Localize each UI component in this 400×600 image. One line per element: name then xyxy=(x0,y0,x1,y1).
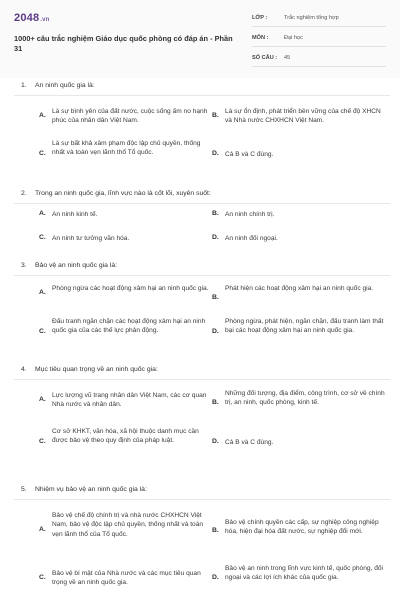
option-text: Bảo vệ chế độ chính trị và nhà nước CHXHCN Việt Nam, bảo vệ độc lập chủ quyền, thống nhất và toàn vẹn lãnh thổ của Tổ quốc. xyxy=(52,512,204,538)
meta-label: LỚP : xyxy=(252,15,268,21)
option-letter: A. xyxy=(39,112,46,119)
meta-value: Trắc nghiệm tổng hợp xyxy=(284,15,339,21)
option-letter: A. xyxy=(39,526,46,533)
option-letter: B. xyxy=(212,112,219,119)
option-letter: A. xyxy=(39,289,46,296)
option-text: Bảo vệ an ninh trong lĩnh vực kinh tế, quốc phòng, đối ngoại và các lợi ích khác của quốc gia. xyxy=(225,565,384,582)
document-meta xyxy=(252,13,386,73)
question-text: Bảo vệ an ninh quốc gia là: xyxy=(35,262,118,269)
option-text: Đấu tranh ngăn chặn các hoạt động xâm hại an ninh quốc gia của các thế lực phản động. xyxy=(52,318,206,335)
question-stem xyxy=(21,486,147,493)
meta-row-question-count xyxy=(252,53,386,67)
option-text: Phòng ngừa các hoạt động xâm hại an ninh quốc gia. xyxy=(52,285,209,292)
option-letter: C. xyxy=(39,328,46,335)
question-number: 4. xyxy=(21,366,27,373)
option-letter: A. xyxy=(39,396,46,403)
question-stem xyxy=(21,190,211,197)
option-text: An ninh chính trị. xyxy=(225,211,275,218)
meta-label: SỐ CÂU : xyxy=(252,55,278,61)
meta-label: MÔN : xyxy=(252,35,269,41)
divider xyxy=(14,203,390,204)
divider xyxy=(14,275,390,276)
option-text: Phòng ngừa, phát hiện, ngăn chặn, đấu tranh làm thất bại các hoạt động xâm hại an ninh quốc gia. xyxy=(225,318,384,335)
logo-main-text: 2048 xyxy=(14,12,40,24)
option-text: Những đối tượng, địa điểm, công trình, cơ sở về chính trị, an ninh, quốc phòng, kinh tế. xyxy=(225,390,385,407)
document-title: 1000+ câu trắc nghiệm Giáo dục quốc phòng có đáp án - Phần 31 xyxy=(14,34,233,53)
option-letter: B. xyxy=(212,399,219,406)
option-text: Lực lượng vũ trang nhân dân Việt Nam, các cơ quan Nhà nước và nhân dân. xyxy=(52,392,207,409)
option-text: Cả B và C đúng. xyxy=(225,439,274,446)
site-logo[interactable] xyxy=(14,12,50,24)
meta-row-subject xyxy=(252,33,386,47)
question-number: 5. xyxy=(21,486,27,493)
option-letter: C. xyxy=(39,438,46,445)
meta-value: Đại học xyxy=(284,35,303,41)
question-text: Nhiệm vụ bảo vệ an ninh quốc gia là: xyxy=(35,486,147,493)
question-stem xyxy=(21,366,158,373)
question-number: 2. xyxy=(21,190,27,197)
option-text: An ninh tư tưởng văn hóa. xyxy=(52,235,130,242)
option-text: An ninh đối ngoại. xyxy=(225,235,278,242)
option-letter: D. xyxy=(212,328,219,335)
question-stem xyxy=(21,82,95,89)
option-letter: C. xyxy=(39,150,46,157)
question-text: Trong an ninh quốc gia, lĩnh vực nào là cốt lõi, xuyên suốt: xyxy=(35,190,211,197)
divider xyxy=(14,379,390,380)
question-number: 1. xyxy=(21,82,27,89)
divider xyxy=(14,95,390,96)
option-text: Là sự bất khả xâm phạm độc lập chủ quyền, thống nhất và toàn vẹn lãnh thổ Tổ quốc. xyxy=(52,140,201,157)
option-text: An ninh kinh tế. xyxy=(52,211,98,218)
option-text: Bảo vệ bí mật của Nhà nước và các mục tiêu quan trọng về an ninh quốc gia. xyxy=(52,570,201,587)
question-text: An ninh quốc gia là: xyxy=(35,82,95,89)
meta-row-class xyxy=(252,13,386,27)
question-number: 3. xyxy=(21,262,27,269)
option-letter: C. xyxy=(39,574,46,581)
meta-value: 45 xyxy=(284,55,291,61)
option-text: Là sự ổn định, phát triển bền vững của chế độ XHCN và Nhà nước CHXHCN Việt Nam. xyxy=(225,108,381,125)
option-text: Bảo vệ chính quyền các cấp, sự nghiệp công nghiệp hóa, hiện đại hóa đất nước, sự nghiệp đổi mới. xyxy=(225,519,379,536)
document-header xyxy=(0,0,400,78)
option-letter: B. xyxy=(212,210,219,217)
option-letter: C. xyxy=(39,234,46,241)
option-text: Phát hiện các hoạt động xâm hại an ninh quốc gia. xyxy=(225,285,374,292)
option-text: Cả B và C đúng. xyxy=(225,151,274,158)
option-letter: B. xyxy=(212,294,219,301)
option-letter: D. xyxy=(212,438,219,445)
logo-suffix-text: .vn xyxy=(40,17,50,23)
option-letter: B. xyxy=(212,527,219,534)
option-letter: D. xyxy=(212,574,219,581)
question-stem xyxy=(21,262,117,269)
option-text: Là sự bình yên của đất nước, cuộc sống ấm no hạnh phúc của nhân dân Việt Nam. xyxy=(52,108,208,125)
option-text: Cơ sở KHKT, văn hóa, xã hội thuộc danh mục cần được bảo vệ theo quy định của pháp luật. xyxy=(52,428,199,445)
option-letter: A. xyxy=(39,210,46,217)
question-text: Mục tiêu quan trọng về an ninh quốc gia: xyxy=(35,366,158,373)
option-letter: D. xyxy=(212,234,219,241)
divider xyxy=(14,499,390,500)
option-letter: D. xyxy=(212,150,219,157)
